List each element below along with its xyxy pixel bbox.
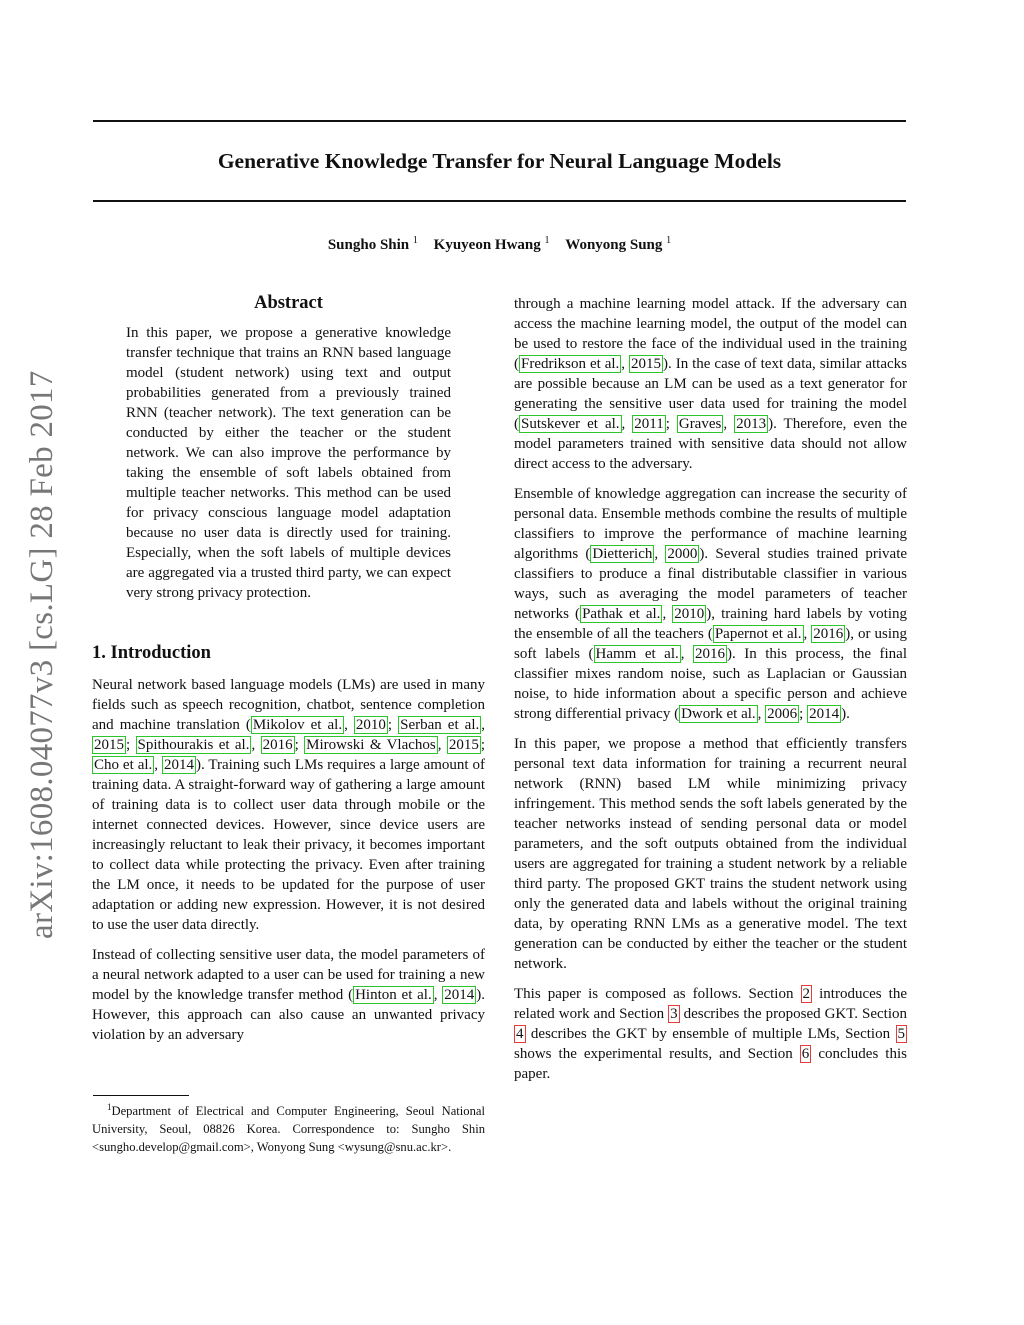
text-run: ,	[723, 416, 735, 432]
text-run: describes the proposed GKT. Section	[679, 1006, 907, 1022]
author-list	[93, 235, 906, 254]
citation-link[interactable]: 2013	[736, 416, 767, 432]
citation-link[interactable]: 2015	[448, 737, 479, 753]
text-run: ;	[480, 737, 486, 753]
citation-link[interactable]: 2011	[634, 416, 664, 432]
citation-link[interactable]: 2015	[94, 737, 124, 753]
author-name: Sungho Shin	[327, 237, 410, 253]
citation-link[interactable]: 2014	[809, 706, 840, 722]
title-rule-top	[93, 120, 906, 122]
footnote-text: Department of Electrical and Computer Engineering, Seoul National University, Seoul, 08826 Korea. Correspondence to: Sungho Shin <sungho.develop@gmail.com>, Wonyong Sung <wysung@snu.ac.kr>.	[92, 1104, 485, 1155]
text-run: ,	[757, 706, 766, 722]
paper-title: Generative Knowledge Transfer for Neural Language Models	[217, 149, 782, 173]
text-run: ,	[654, 546, 666, 562]
text-run: This paper is composed as follows. Section	[514, 986, 801, 1002]
text-run: ).	[841, 706, 850, 722]
affiliation-mark: 1	[666, 235, 672, 246]
intro-paragraph-5: In this paper, we propose a method that efficiently transfers personal text data information for training a recurrent neural network (RNN) based LM while minimizing privacy infringement. This method sends the soft labels generated by the teacher networks instead of sending personal data or model parameters, and the soft outputs obtained from the individual users are aggregated for training a student network by a reliable third party. The proposed GKT trains the student network using only the generated data and labels without the original training data, by operating RNN LMs as a generative model. The text generation can be conducted by either the teacher or the student network.	[514, 736, 907, 972]
intro-paragraph-4	[514, 484, 907, 724]
text-run: ). In the case of text data, similar attacks are possible because an LM can be used as a text generator for generating the sensitive user data used for training the model (	[514, 356, 907, 432]
intro-paragraph-1	[92, 675, 485, 935]
section-ref-link[interactable]: 4	[516, 1026, 524, 1042]
text-run: describes the GKT by ensemble of multiple LMs, Section	[525, 1026, 896, 1042]
citation-link[interactable]: 2016	[262, 737, 293, 753]
footnote-mark: 1	[107, 1102, 112, 1112]
citation-link[interactable]: 2000	[667, 546, 698, 562]
citation-link[interactable]: Graves	[678, 416, 722, 432]
citation-link[interactable]: 2016	[813, 626, 844, 642]
text-run: ,	[662, 606, 673, 622]
citation-link[interactable]: Serban et al.	[400, 717, 480, 733]
citation-link[interactable]: Mikolov et al.	[252, 717, 343, 733]
text-run: ;	[126, 737, 136, 753]
text-run: ,	[680, 646, 694, 662]
text-run: ;	[799, 706, 808, 722]
section-ref-link[interactable]: 6	[801, 1046, 810, 1062]
section-ref-link[interactable]: 2	[802, 986, 811, 1002]
author-1	[328, 237, 418, 253]
citation-link[interactable]: Pathak et al.	[582, 606, 661, 622]
citation-link[interactable]: Spithourakis et al.	[137, 737, 250, 753]
text-run: introduces the related work and Section	[514, 986, 907, 1022]
text-run: ). Therefore, even the model parameters trained with sensitive data should not allow direct access to the adversary.	[514, 416, 907, 472]
right-column	[514, 294, 907, 1094]
citation-link[interactable]: 2015	[631, 356, 661, 372]
text-run: ,	[437, 737, 447, 753]
author-name: Kyuyeon Hwang	[433, 237, 541, 253]
section-ref-link[interactable]: 3	[670, 1006, 678, 1022]
citation-link[interactable]: Dwork et al.	[681, 706, 756, 722]
text-run: concludes this paper.	[514, 1046, 907, 1082]
affiliation-mark: 1	[412, 235, 418, 246]
citation-link[interactable]: Cho et al.	[94, 757, 153, 773]
text-run: ;	[665, 416, 677, 432]
title-rule-bottom	[93, 200, 906, 202]
text-run: Ensemble of knowledge aggregation can increase the security of personal data. Ensemble methods combine the results of multiple classifiers to improve the performance of machine learning algorithms (	[514, 486, 907, 562]
text-run: ). In this process, the final classifier mixes random noise, such as Laplacian or Gaussian noise, to hide information about a specific person and achieve strong differential privacy (	[514, 646, 908, 722]
text-run: ,	[154, 757, 162, 773]
abstract-heading: Abstract	[254, 293, 323, 313]
arxiv-stamp: arXiv:1608.04077v3 [cs.LG] 28 Feb 2017	[24, 370, 60, 939]
citation-link[interactable]: 2014	[163, 757, 194, 773]
text-run: ;	[387, 717, 399, 733]
citation-link[interactable]: Sutskever et al.	[521, 416, 620, 432]
text-run: through a machine learning model attack. If the adversary can access the machine learning model, the output of the model can be used to restore the face of the individual used in the training (	[514, 296, 907, 372]
author-3	[565, 237, 671, 253]
footnote-rule	[93, 1095, 189, 1096]
text-run: Instead of collecting sensitive user data, the model parameters of a neural network adapted to a user can be used for training a new model by the knowledge transfer method (	[92, 947, 485, 1003]
text-run: ,	[621, 416, 633, 432]
citation-link[interactable]: 2014	[444, 987, 475, 1003]
citation-link[interactable]: Fredrikson et al.	[521, 356, 620, 372]
text-run: shows the experimental results, and Section	[514, 1046, 800, 1062]
text-run: ;	[294, 737, 305, 753]
author-2	[434, 237, 550, 253]
intro-paragraph-6	[514, 984, 907, 1084]
text-run: ), or using soft labels (	[514, 626, 907, 662]
intro-paragraph-2	[92, 945, 485, 1045]
citation-link[interactable]: 2010	[355, 717, 386, 733]
text-run: ,	[803, 626, 812, 642]
text-run: Neural network based language models (LMs) are used in many fields such as speech recognition, chatbot, sentence completion and machine translation (	[92, 677, 485, 733]
footnote	[92, 1098, 485, 1156]
text-run: ). Training such LMs requires a large amount of training data. A straight-forward way of gathering a large amount of training data is to collect user data through mobile or the internet connected devices. However, since device users are increasingly reluctant to leak their privacy, it becomes important to collect data while protecting the privacy. Even after training the LM once, it needs to be updated for the purpose of user adaptation or adding new expression. However, it is not desired to use the user data directly.	[92, 757, 486, 933]
abstract-text: In this paper, we propose a generative knowledge transfer technique that trains an RNN based language model (student network) using text and output probabilities generated from a previously trained RNN (teacher network). The text generation can be conducted by either the teacher or the student network. We can also improve the performance by taking the ensemble of soft labels obtained from multiple teacher networks. This method can be used for privacy conscious language model adaptation because no user data is directly used for training. Especially, when the soft labels of multiple devices are aggregated via a trusted third party, we can expect very strong privacy protection.	[126, 325, 451, 601]
citation-link[interactable]: Papernot et al.	[714, 626, 802, 642]
text-run: ), training hard labels by voting the ensemble of all the teachers (	[514, 606, 907, 642]
citation-link[interactable]: 2016	[695, 646, 726, 662]
affiliation-mark: 1	[544, 235, 550, 246]
citation-link[interactable]: 2010	[674, 606, 705, 622]
citation-link[interactable]: Mirowski & Vlachos	[306, 737, 436, 753]
citation-link[interactable]: Dietterich	[592, 546, 653, 562]
text-run: ,	[251, 737, 261, 753]
introduction-heading: 1. Introduction	[92, 643, 211, 663]
citation-link[interactable]: 2006	[767, 706, 798, 722]
author-name: Wonyong Sung	[565, 237, 663, 253]
text-run: ). However, this approach can also cause an unwanted privacy violation by an adversary	[92, 987, 485, 1043]
text-run: ,	[344, 717, 354, 733]
text-run: ). Several studies trained private classifiers to produce a final distributable classifier in various ways, such as averaging the model parameters of teacher networks (	[514, 546, 908, 622]
citation-link[interactable]: Hamm et al.	[595, 646, 679, 662]
left-column	[92, 291, 485, 1055]
intro-paragraph-3	[514, 294, 907, 474]
text-run: ,	[433, 987, 443, 1003]
text-run: ,	[481, 717, 486, 733]
text-run: ,	[621, 356, 629, 372]
section-ref-link[interactable]: 5	[897, 1026, 905, 1042]
citation-link[interactable]: Hinton et al.	[355, 987, 432, 1003]
